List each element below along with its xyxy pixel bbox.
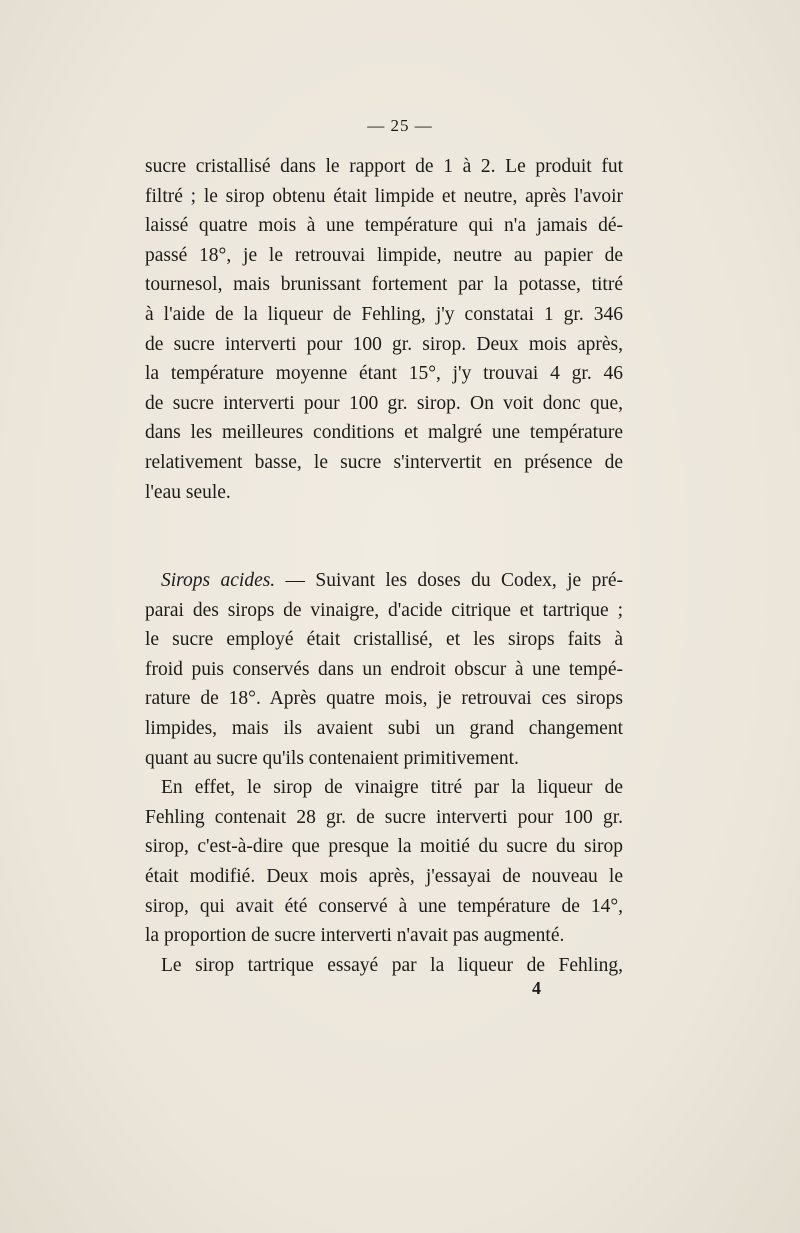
- text-line: parai des sirops de vinaigre, d'acide citrique et tartrique ;: [145, 599, 623, 621]
- text-line: sirop, qui avait été conservé à une température de 14°,: [145, 895, 623, 917]
- text-line: Fehling contenait 28 gr. de sucre interverti pour 100 gr.: [145, 806, 623, 828]
- text-line: laissé quatre mois à une température qui n'a jamais dé-: [145, 215, 623, 237]
- paragraph-1: [145, 152, 623, 507]
- text-line: tournesol, mais brunissant fortement par la potasse, titré: [145, 274, 623, 296]
- text-line: à l'aide de la liqueur de Fehling, j'y constatai 1 gr. 346: [145, 303, 623, 325]
- text-line: de sucre interverti pour 100 gr. sirop. On voit donc que,: [145, 392, 623, 414]
- paragraph-2: [145, 566, 623, 980]
- text-line: froid puis conservés dans un endroit obscur à une tempé-: [145, 658, 623, 680]
- section-heading-line: [145, 566, 623, 596]
- text-line: l'eau seule.: [145, 481, 231, 503]
- text-line: Le sirop tartrique essayé par la liqueur de Fehling,: [161, 954, 623, 976]
- section-heading: Sirops acides.: [161, 570, 276, 591]
- text-line: rature de 18°. Après quatre mois, je retrouvai ces sirops: [145, 688, 623, 710]
- text-line: quant au sucre qu'ils contenaient primitivement.: [145, 747, 519, 769]
- text-segment: — Suivant les doses du Codex, je pré-: [275, 570, 623, 591]
- text-line: passé 18°, je le retrouvai limpide, neutre au papier de: [145, 244, 623, 266]
- text-line: limpides, mais ils avaient subi un grand changement: [145, 717, 623, 739]
- text-line: de sucre interverti pour 100 gr. sirop. Deux mois après,: [145, 333, 623, 355]
- text-line: sirop, c'est-à-dire que presque la moitié du sucre du sirop: [145, 836, 623, 858]
- text-line: relativement basse, le sucre s'intervertit en présence de: [145, 451, 623, 473]
- signature-mark: 4: [532, 978, 541, 998]
- text-line: En effet, le sirop de vinaigre titré par la liqueur de: [161, 777, 623, 799]
- text-line: était modifié. Deux mois après, j'essayai de nouveau le: [145, 865, 623, 887]
- text-line: filtré ; le sirop obtenu était limpide et neutre, après l'avoir: [145, 185, 623, 207]
- page-number: — 25 —: [367, 116, 433, 135]
- text-line: la proportion de sucre interverti n'avait pas augmenté.: [145, 925, 565, 947]
- text-line: la température moyenne étant 15°, j'y trouvai 4 gr. 46: [145, 363, 623, 385]
- text-line: le sucre employé était cristallisé, et les sirops faits à: [145, 629, 623, 651]
- text-line: dans les meilleures conditions et malgré une température: [145, 422, 623, 444]
- text-line: sucre cristallisé dans le rapport de 1 à 2. Le produit fut: [145, 156, 623, 177]
